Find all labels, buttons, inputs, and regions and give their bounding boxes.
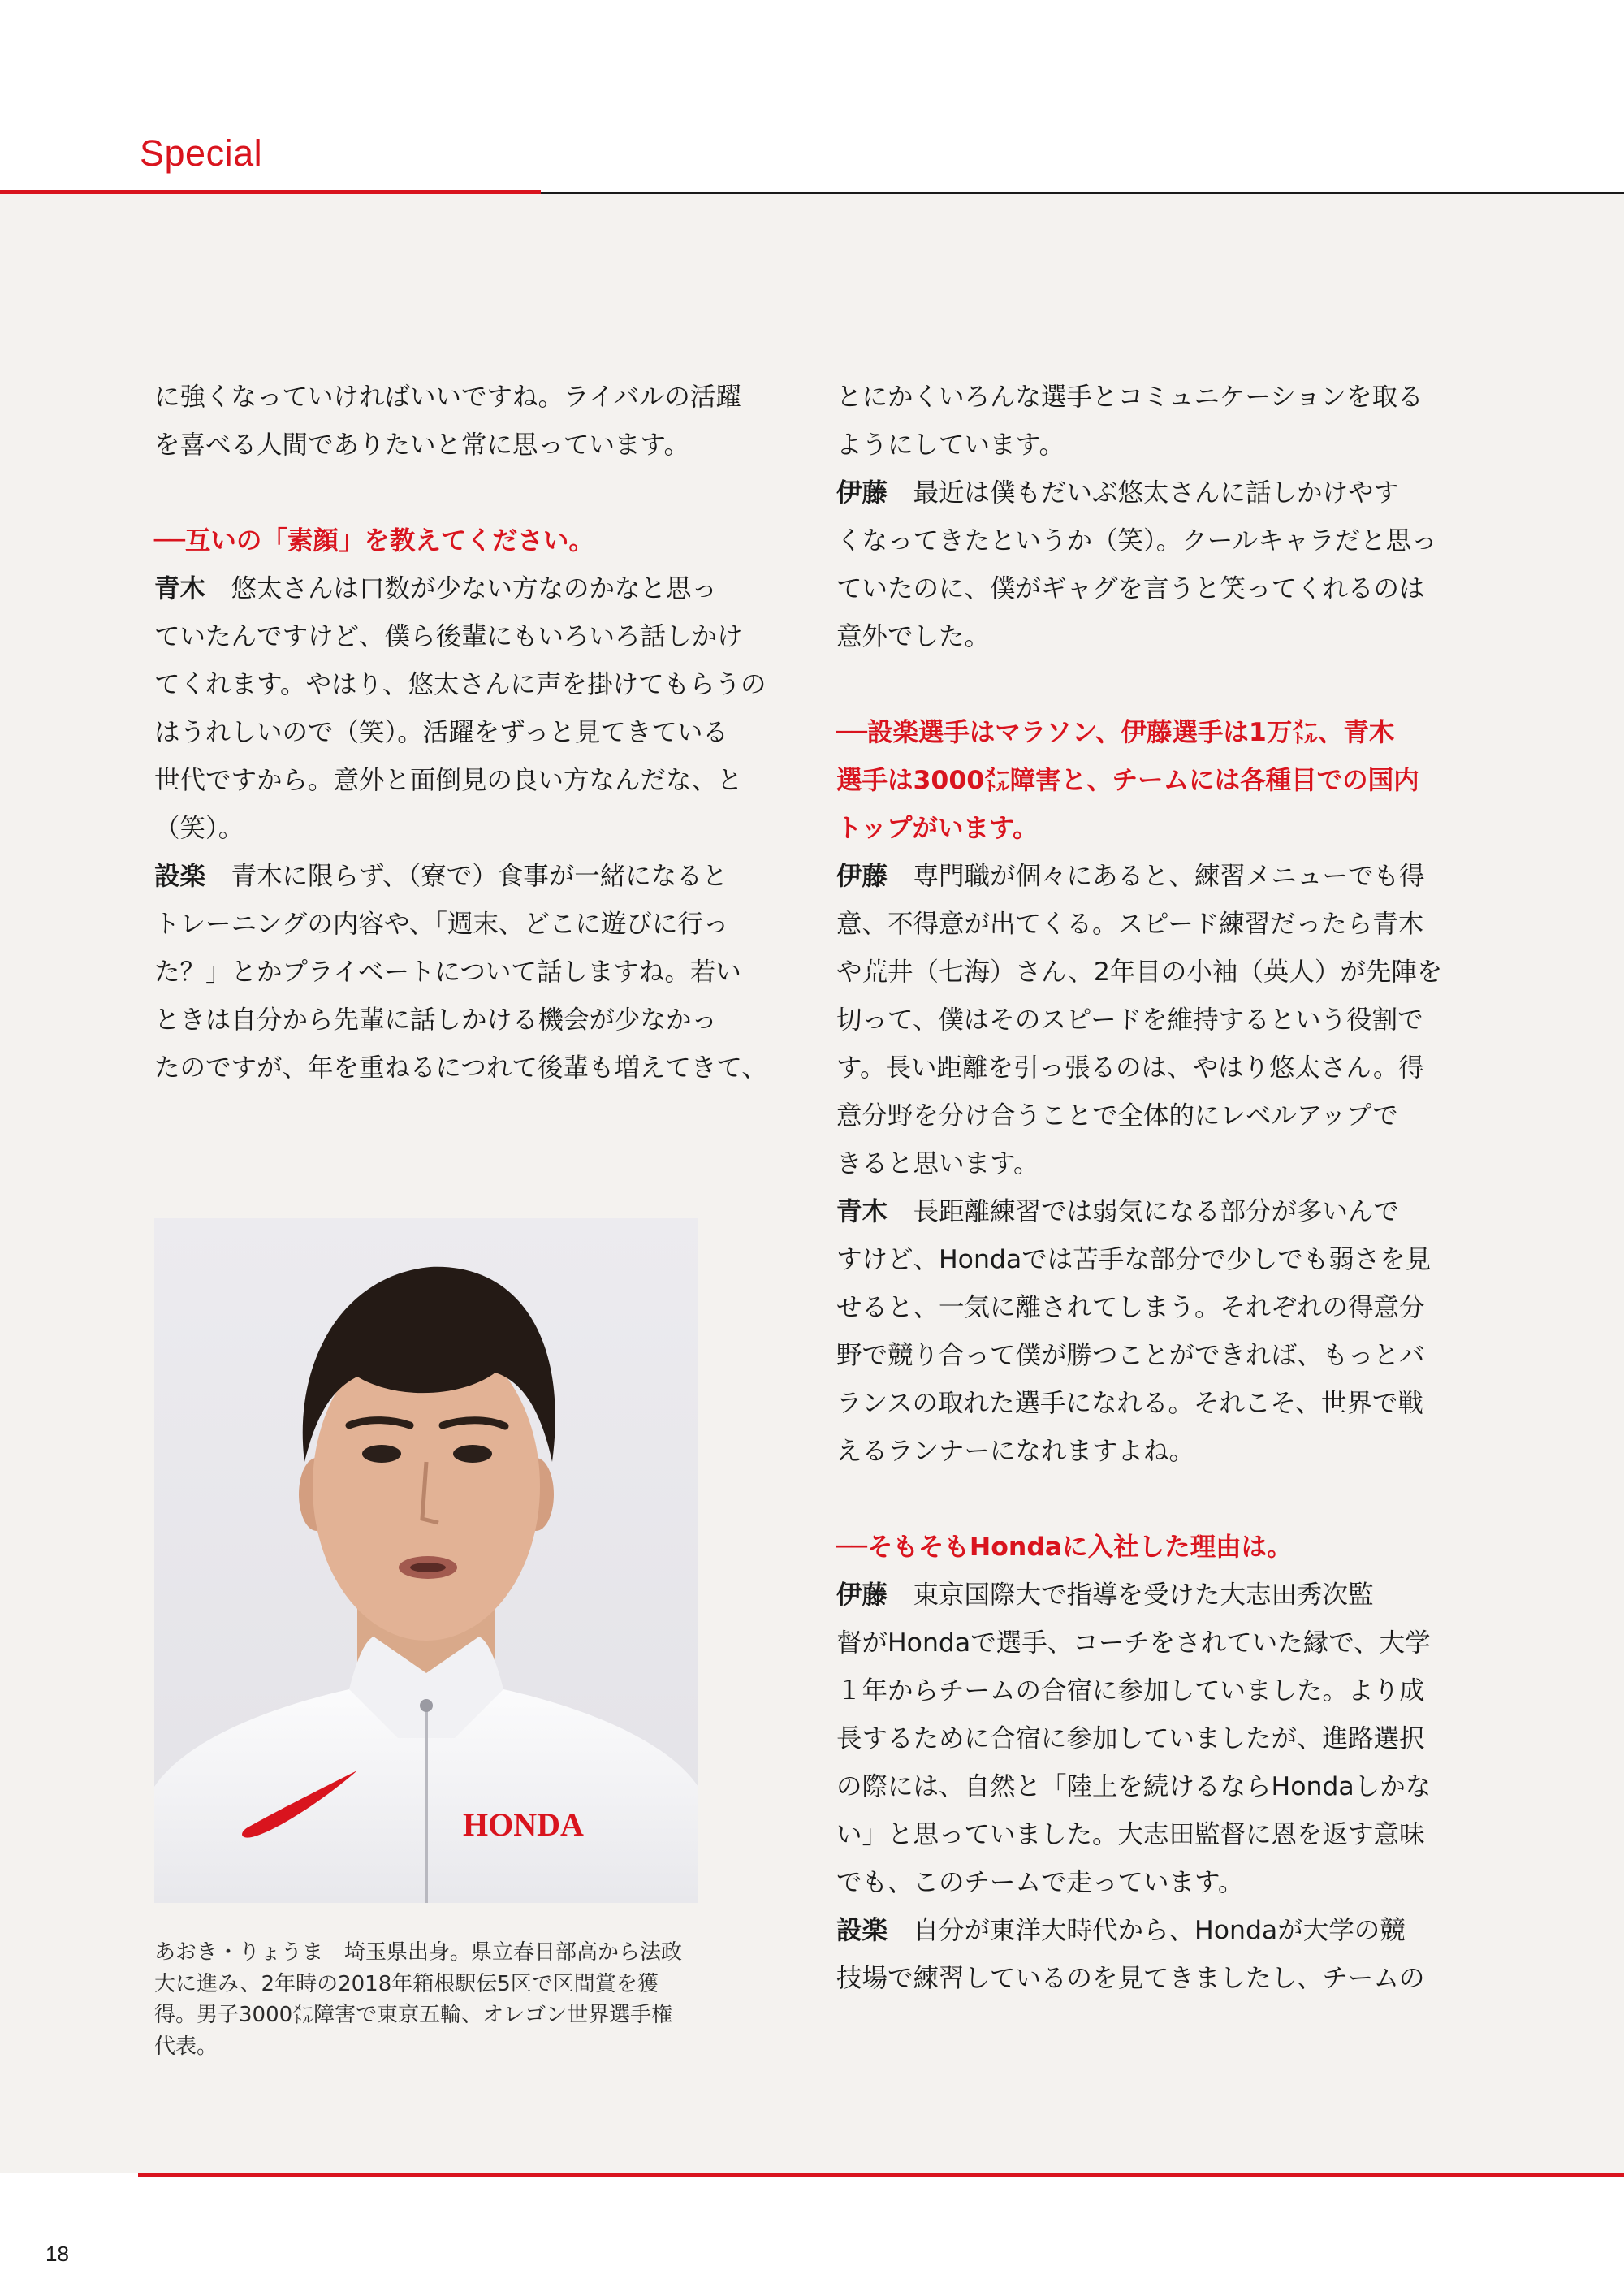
photo-caption [154, 1937, 713, 2062]
speaker-text: 悠太さんは口数が少ない方なのかなと思っ [205, 574, 718, 603]
page-number: 18 [45, 2242, 69, 2266]
speaker-text: 最近は僕もだいぶ悠太さんに話しかけやす [888, 478, 1400, 508]
caption-line: 代表。 [154, 2034, 218, 2059]
footer-rule [138, 2173, 1624, 2177]
body-line: に強くなっていければいいですね。ライバルの活躍 [154, 383, 741, 412]
speaker-line [836, 853, 1478, 901]
body-line: の際には、自然と「陸上を続けるならHondaしかな [836, 1772, 1432, 1801]
section-label: Special [140, 132, 263, 174]
interview-question: 選手は3000㍍障害と、チームには各種目での国内 [836, 766, 1419, 795]
body-line: 意、不得意が出てくる。スピード練習だったら青木 [836, 910, 1424, 939]
body-line: トレーニングの内容や、「週末、どこに遊びに行っ [154, 910, 729, 939]
body-line: ていたんですけど、僕ら後輩にもいろいろ話しかけ [154, 622, 743, 651]
speaker-name: 青木 [836, 1197, 888, 1226]
speaker-name: 設楽 [154, 862, 206, 891]
speaker-name: 伊藤 [836, 862, 888, 891]
body-line: えるランナーになれますよね。 [836, 1437, 1195, 1466]
body-line: きると思います。 [836, 1149, 1039, 1178]
honda-logo: HONDA [463, 1806, 584, 1843]
athlete-photo [154, 1218, 698, 1903]
body-line: とにかくいろんな選手とコミュニケーションを取る [836, 383, 1423, 412]
speaker-text: 青木に限らず、（寮で）食事が一緒になると [205, 862, 728, 891]
body-line: 切って、僕はそのスピードを維持するという役割で [836, 1005, 1423, 1035]
body-line: 長するために合宿に参加していましたが、進路選択 [836, 1724, 1425, 1753]
paragraph-gap [836, 1476, 1478, 1524]
speaker-text: 東京国際大で指導を受けた大志田秀次監 [888, 1580, 1374, 1610]
speaker-text: 長距離練習では弱気になる部分が多いんで [888, 1197, 1400, 1226]
body-line: 意分野を分け合うことで全体的にレベルアップで [836, 1101, 1398, 1131]
interview-question: ──そもそもHondaに入社した理由は。 [836, 1533, 1293, 1562]
body-line: たのですが、年を重ねるにつれて後輩も増えてきて、 [154, 1053, 767, 1083]
body-line: ていたのに、僕がギャグを言うと笑ってくれるのは [836, 574, 1425, 603]
speaker-name: 設楽 [836, 1916, 888, 1945]
body-line: や荒井（七海）さん、2年目の小袖（英人）が先陣を [836, 958, 1443, 987]
body-line: すけど、Hondaでは苦手な部分で少しでも弱さを見 [836, 1245, 1432, 1274]
paragraph-gap [154, 469, 796, 517]
interview-question: ──互いの「素顔」を教えてください。 [154, 526, 594, 556]
body-line: せると、一気に離されてしまう。それぞれの得意分 [836, 1293, 1425, 1322]
speaker-line [836, 469, 1478, 517]
caption-line: 大に進み、2年時の2018年箱根駅伝5区で区間賞を獲 [154, 1971, 659, 1996]
paragraph-gap [836, 661, 1478, 709]
caption-line: 得。男子3000㍍障害で東京五輪、オレゴン世界選手権 [154, 2003, 673, 2027]
body-line: 意外でした。 [836, 622, 991, 651]
body-line: 技場で練習しているのを見てきましたし、チームの [836, 1964, 1425, 1993]
speaker-text: 専門職が個々にあると、練習メニューでも得 [888, 862, 1425, 891]
speaker-name: 伊藤 [836, 1580, 888, 1610]
body-line: を喜べる人間でありたいと常に思っています。 [154, 430, 689, 460]
body-line: ようにしています。 [836, 430, 1065, 460]
body-line: （笑）。 [154, 814, 244, 843]
body-line: ときは自分から先輩に話しかける機会が少なかっ [154, 1005, 718, 1035]
body-line: １年からチームの合宿に参加していました。より成 [836, 1676, 1425, 1706]
speaker-line [154, 853, 796, 901]
page-header [0, 0, 1624, 193]
interview-question: トップがいます。 [836, 814, 1039, 843]
body-line: 世代ですから。意外と面倒見の良い方なんだな、と [154, 766, 743, 795]
body-line: でも、このチームで走っています。 [836, 1868, 1244, 1897]
left-column [154, 374, 796, 1092]
speaker-line [836, 1572, 1478, 1619]
body-line: くなってきたというか（笑）。クールキャラだと思っ [836, 526, 1437, 556]
body-line: ランスの取れた選手になれる。それこそ、世界で戦 [836, 1389, 1423, 1418]
body-line: 督がHondaで選手、コーチをされていた縁で、大学 [836, 1628, 1431, 1658]
body-line: す。長い距離を引っ張るのは、やはり悠太さん。得 [836, 1053, 1424, 1083]
interview-question: ──設楽選手はマラソン、伊藤選手は1万㍍、青木 [836, 718, 1395, 747]
speaker-text: 自分が東洋大時代から、Hondaが大学の競 [888, 1916, 1406, 1945]
body-line: た？」とかプライベートについて話しますね。若い [154, 958, 741, 987]
body-line: てくれます。やはり、悠太さんに声を掛けてもらうの [154, 670, 767, 699]
body-line: はうれしいので（笑）。活躍をずっと見てきている [154, 718, 728, 747]
caption-line: あおき・りょうま 埼玉県出身。県立春日部高から法政 [154, 1940, 683, 1965]
speaker-name: 青木 [154, 574, 206, 603]
speaker-line [836, 1907, 1478, 1955]
body-line: 野で競り合って僕が勝つことができれば、もっとバ [836, 1341, 1425, 1370]
speaker-name: 伊藤 [836, 478, 888, 508]
speaker-line [154, 565, 796, 613]
right-column [836, 374, 1478, 2003]
body-line: い」と思っていました。大志田監督に恩を返す意味 [836, 1820, 1425, 1849]
speaker-line [836, 1188, 1478, 1236]
